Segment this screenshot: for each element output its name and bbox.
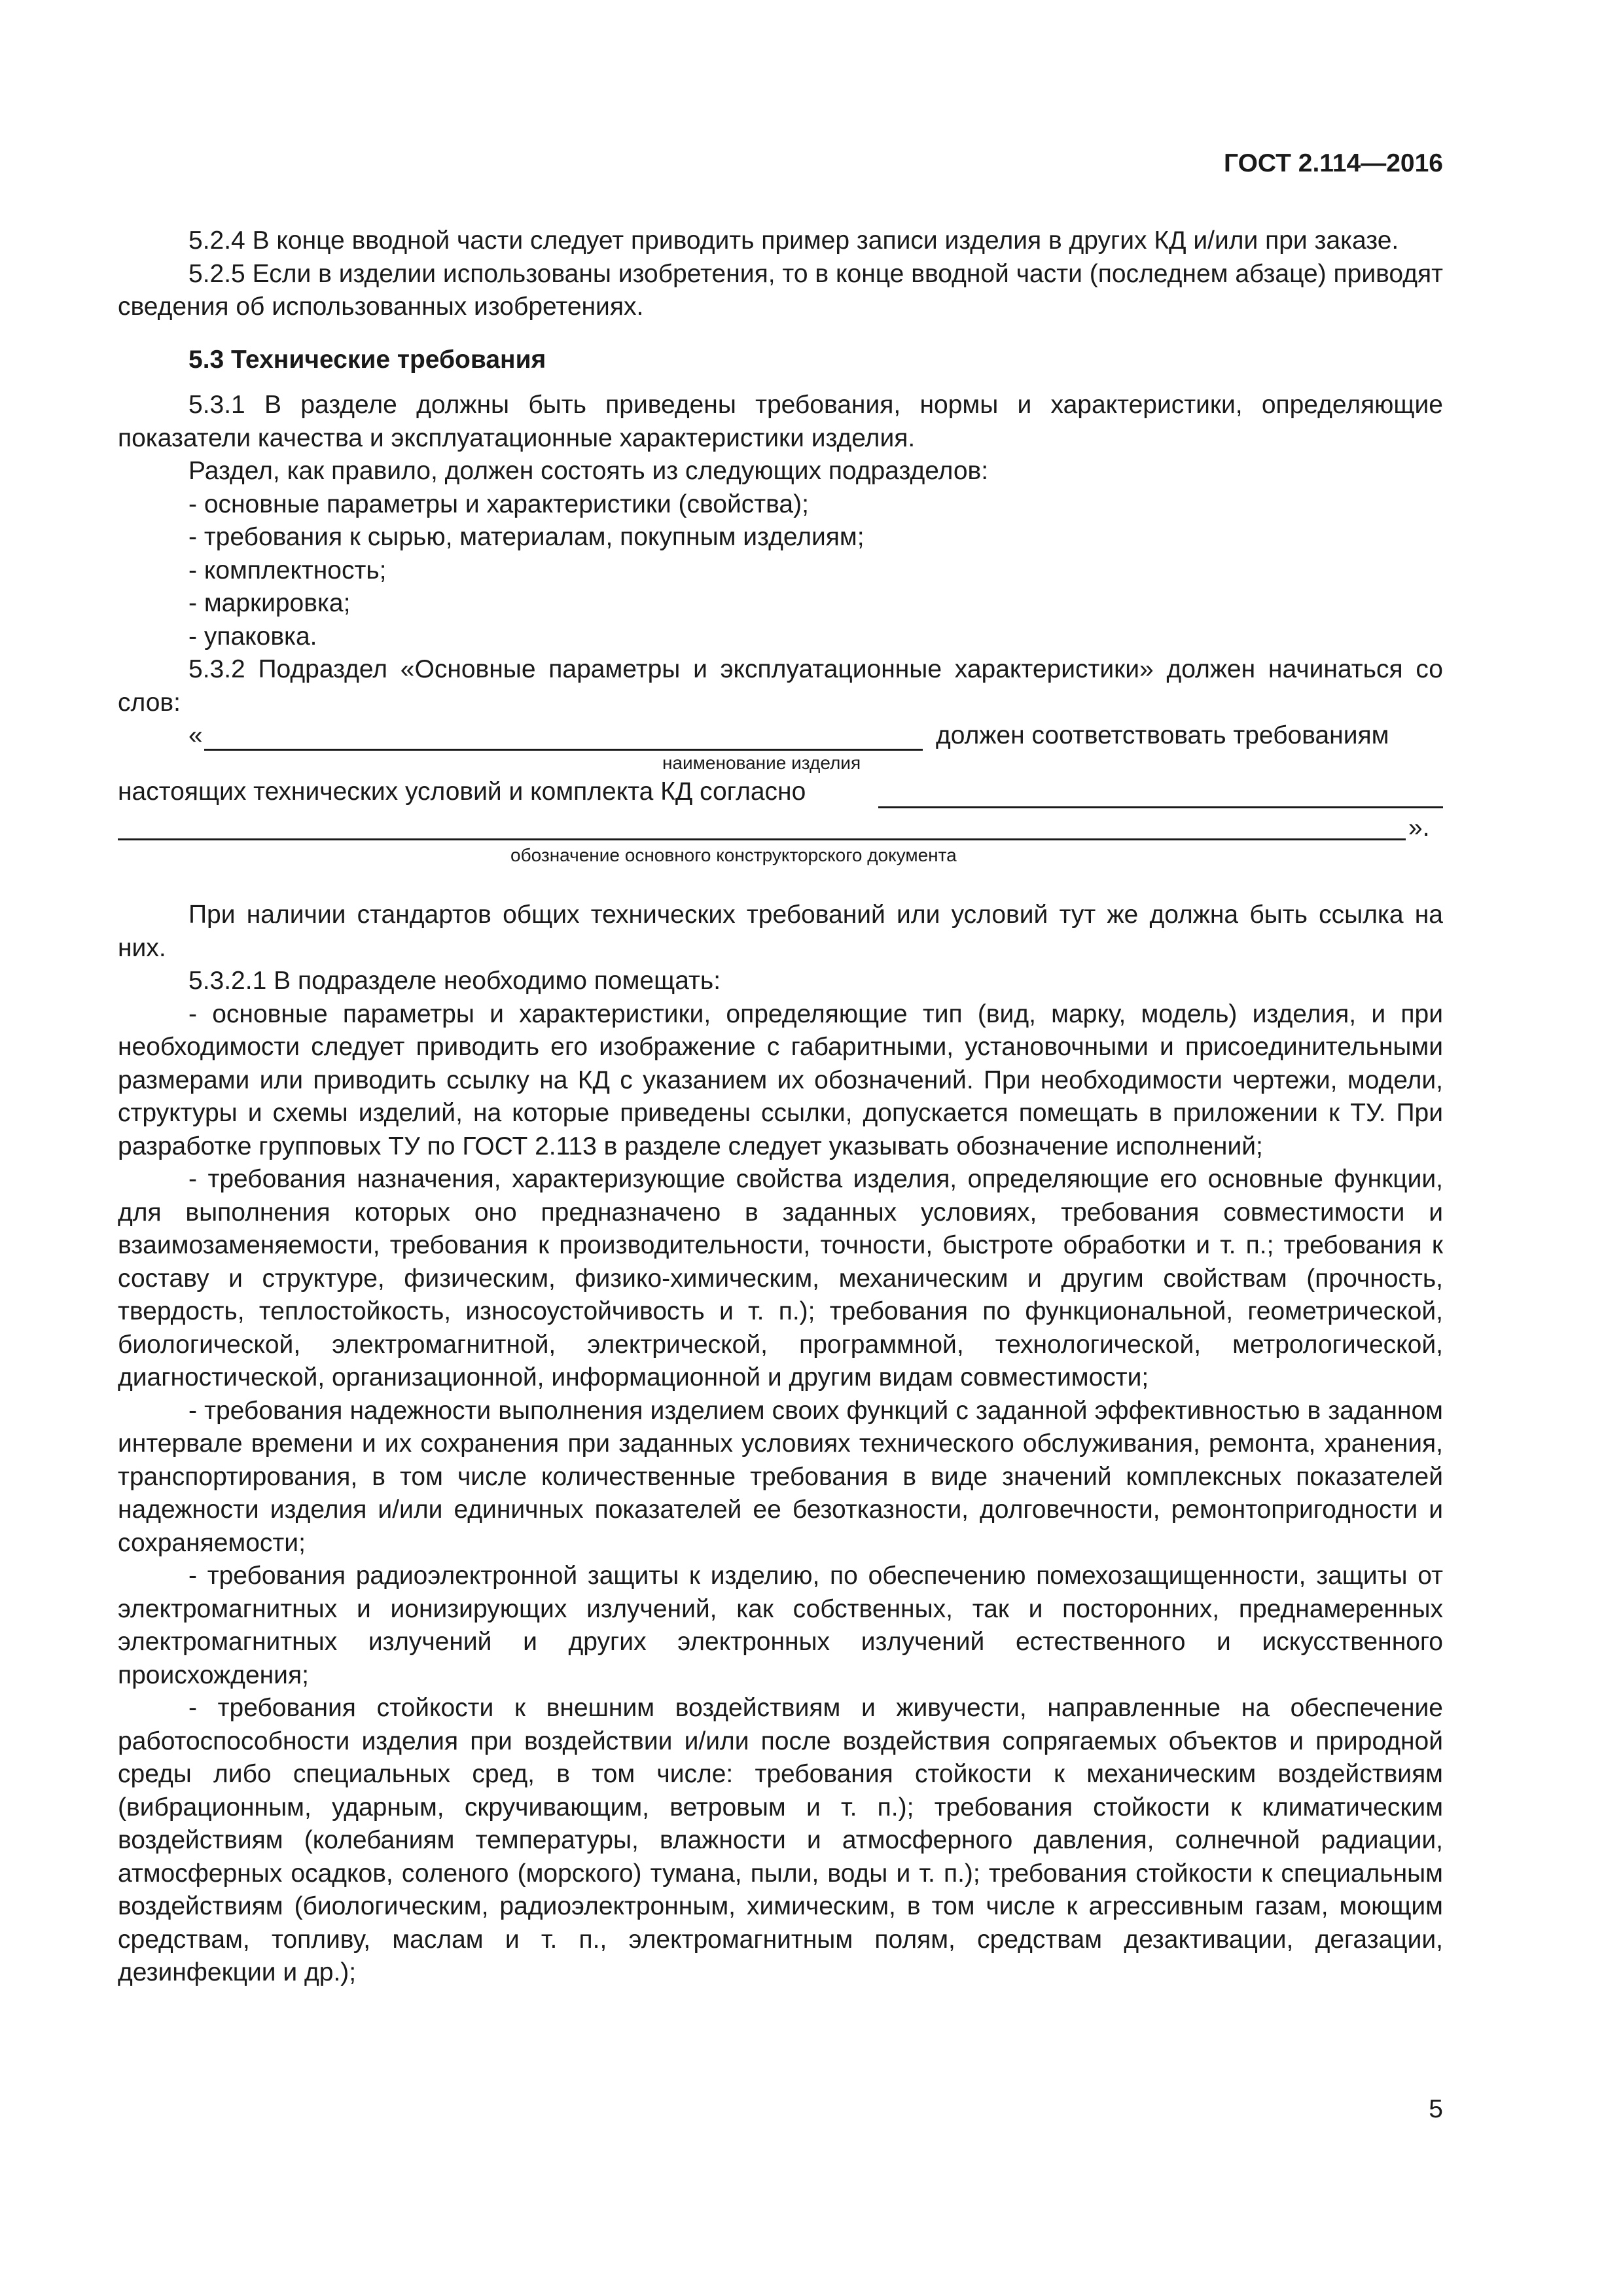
list-item: - основные параметры и характеристики, определяющие тип (вид, марку, модель) изделия, и при необходимости следует приводить его изображение с габаритными, установочными и присоединительными размерами или приводить ссылку на КД с указанием их обозначений. При необходимости чертежи, модели, структуры и схемы изделий, на которые приведены ссылки, допускается помещать в приложении к ТУ. При разработке групповых ТУ по ГОСТ 2.113 в разделе следует указывать обозначение исполнений; bbox=[118, 999, 1443, 1160]
document-code: ГОСТ 2.114—2016 bbox=[1224, 149, 1443, 177]
paragraph-5-3-2: 5.3.2 Подраздел «Основные параметры и эксплуатационные характеристики» должен начинаться со слов: bbox=[118, 655, 1443, 717]
paragraph-5-2-4: 5.2.4 В конце вводной части следует приводить пример записи изделия в других КД и/или при заказе. bbox=[188, 226, 1399, 255]
list-item: - упаковка. bbox=[188, 622, 317, 651]
list-item: - комплектность; bbox=[188, 556, 387, 584]
list-item: - требования радиоэлектронной защиты к изделию, по обеспечению помехозащищенности, защиты от электромагнитных и ионизирующих излучений, как собственных, так и посторонних, преднамеренных электромагнитных излучений и других электронных излучений естественного и искусственного происхождения; bbox=[118, 1562, 1443, 1689]
list-item: - требования надежности выполнения изделием своих функций с заданной эффективностью в заданном интервале времени и их сохранения при заданных условиях технического обслуживания, ремонта, хранения, транспортирования, в том числе количественные требования в виде значений комплексных показателей надежности изделия и/или единичных показателей ее безотказности, долговечности, ремонтопригодности и сохраняемости; bbox=[118, 1396, 1443, 1557]
list-item: - требования стойкости к внешним воздействиям и живучести, направленные на обеспечение работоспособности изделия при воздействии и/или после воздействия сопрягаемых объектов и природной среды либо специальных сред, в том числе: требования стойкости к механическим воздействиям (вибрационным, ударным, скручивающим, ветровым и т. п.); требования стойкости к климатическим воздействиям (колебаниям температуры, влажности и атмосферного давления, солнечной радиации, атмосферных осадков, соленого (морского) тумана, пыли, воды и т. п.); требования стойкости к специальным воздействиям (биологическим, радиоэлектронным, химическим, в том числе к агрессивным газам, моющим средствам, топливу, маслам и т. п., электромагнитным полям, средствам дезактивации, дегазации, дезинфекции и др.); bbox=[118, 1694, 1443, 1986]
document-code-blank-line-a bbox=[878, 806, 1443, 808]
list-item: - требования к сырью, материалам, покупным изделиям; bbox=[188, 523, 865, 551]
paragraph-5-2-5: 5.2.5 Если в изделии использованы изобретения, то в конце вводной части (последнем абзаце) приводят сведения об использованных изобретениях. bbox=[118, 259, 1443, 321]
list-item: - основные параметры и характеристики (свойства); bbox=[188, 490, 809, 518]
paragraph-general-standards: При наличии стандартов общих технических требований или условий тут же должна быть ссылка на них. bbox=[118, 901, 1443, 962]
product-name-blank-line bbox=[204, 749, 923, 751]
caption-document-code: обозначение основного конструкторского документа bbox=[510, 845, 957, 865]
section-heading-5-3: 5.3 Технические требования bbox=[188, 345, 546, 374]
document-page bbox=[118, 0, 1443, 2296]
fill-in-template bbox=[118, 719, 1443, 875]
page-number: 5 bbox=[1429, 2095, 1443, 2123]
page-body bbox=[118, 224, 1443, 1990]
open-quote: « bbox=[188, 721, 203, 749]
list-item: - маркировка; bbox=[188, 589, 351, 617]
document-code-blank-line-b bbox=[118, 838, 1406, 840]
form-line2-text: настоящих технических условий и комплекта КД согласно bbox=[118, 778, 806, 806]
paragraph-5-3-1: 5.3.1 В разделе должны быть приведены требования, нормы и характеристики, определяющие показатели качества и эксплуатационные характеристики изделия. bbox=[118, 391, 1443, 452]
paragraph-5-3-2-1: 5.3.2.1 В подразделе необходимо помещать: bbox=[188, 967, 721, 995]
close-quote: ». bbox=[1408, 814, 1430, 842]
blank1-trailing-text: должен соответствовать требованиям bbox=[936, 721, 1389, 749]
subsections-intro: Раздел, как правило, должен состоять из следующих подразделов: bbox=[188, 457, 989, 485]
list-item: - требования назначения, характеризующие свойства изделия, определяющие его основные функции, для выполнения которых оно предназначено в заданных условиях, требования совместимости и взаимозаменяемости, требования к производительности, точности, быстроте обработки и т. п.; требования к составу и структуре, физическим, физико-химическим, механическим и другим свойствам (прочность, твердость, теплостойкость, износоустойчивость и т. п.); требования по функциональной, геометрической, биологической, электромагнитной, электрической, программной, технологической, метрологической, диагностической, организационной, информационной и другим видам совместимости; bbox=[118, 1165, 1443, 1391]
caption-product-name: наименование изделия bbox=[662, 753, 861, 773]
